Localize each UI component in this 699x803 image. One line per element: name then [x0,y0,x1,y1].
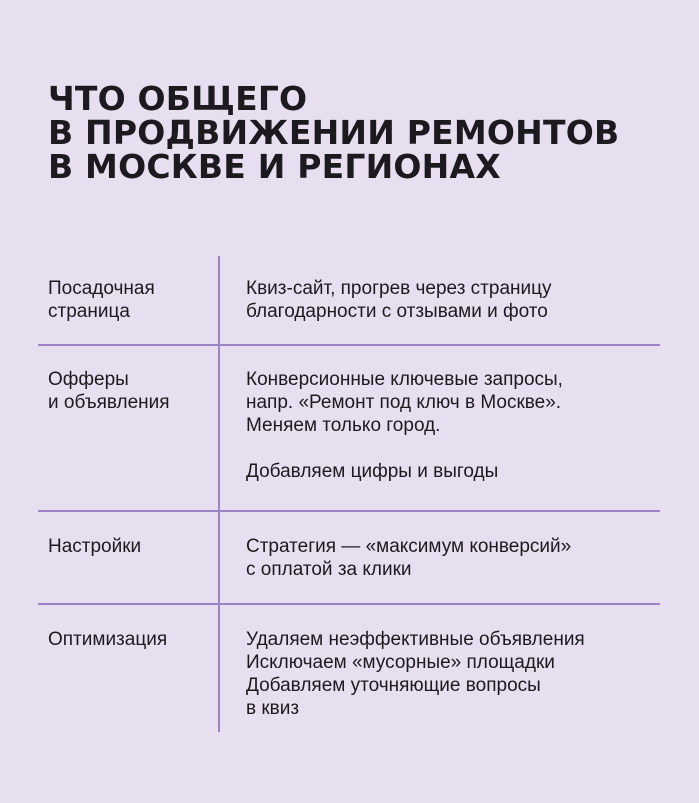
row-label-offers [48,368,170,414]
paragraph-gap [246,437,563,460]
row-value-settings [246,535,571,581]
row-divider [38,603,660,605]
value-line: Квиз-сайт, прогрев через страницу [246,278,552,299]
value-line: Конверсионные ключевые запросы, [246,369,563,390]
page-title [48,79,688,186]
column-divider [218,256,220,732]
value-line: в квиз [246,698,300,719]
label-line: страница [48,301,130,322]
row-divider [38,344,660,346]
title-line: В ПРОДВИЖЕНИИ РЕМОНТОВ [48,113,620,152]
label-line: и объявления [48,392,170,413]
row-value-optimization [246,628,585,720]
title-line: В МОСКВЕ И РЕГИОНАХ [48,147,501,186]
row-label-settings [48,535,141,558]
label-line: Посадочная [48,278,155,299]
value-line: благодарности с отзывами и фото [246,301,548,322]
comparison-table [38,256,660,732]
row-label-landing-page [48,277,155,323]
value-line: Исключаем «мусорные» площадки [246,652,555,673]
value-line: Добавляем уточняющие вопросы [246,675,541,696]
value-line: Меняем только город. [246,415,441,436]
row-divider [38,510,660,512]
value-line: Стратегия — «максимум конверсий» [246,536,572,557]
row-label-optimization [48,628,167,651]
label-line: Офферы [48,369,129,390]
value-line: Добавляем цифры и выгоды [246,461,499,482]
value-line: напр. «Ремонт под ключ в Москве». [246,392,562,413]
title-line: ЧТО ОБЩЕГО [48,79,308,118]
value-line: с оплатой за клики [246,559,412,580]
label-line: Настройки [48,536,142,557]
label-line: Оптимизация [48,629,168,650]
value-line: Удаляем неэффективные объявления [246,629,585,650]
row-value-landing-page [246,277,552,323]
row-value-offers [246,368,563,483]
